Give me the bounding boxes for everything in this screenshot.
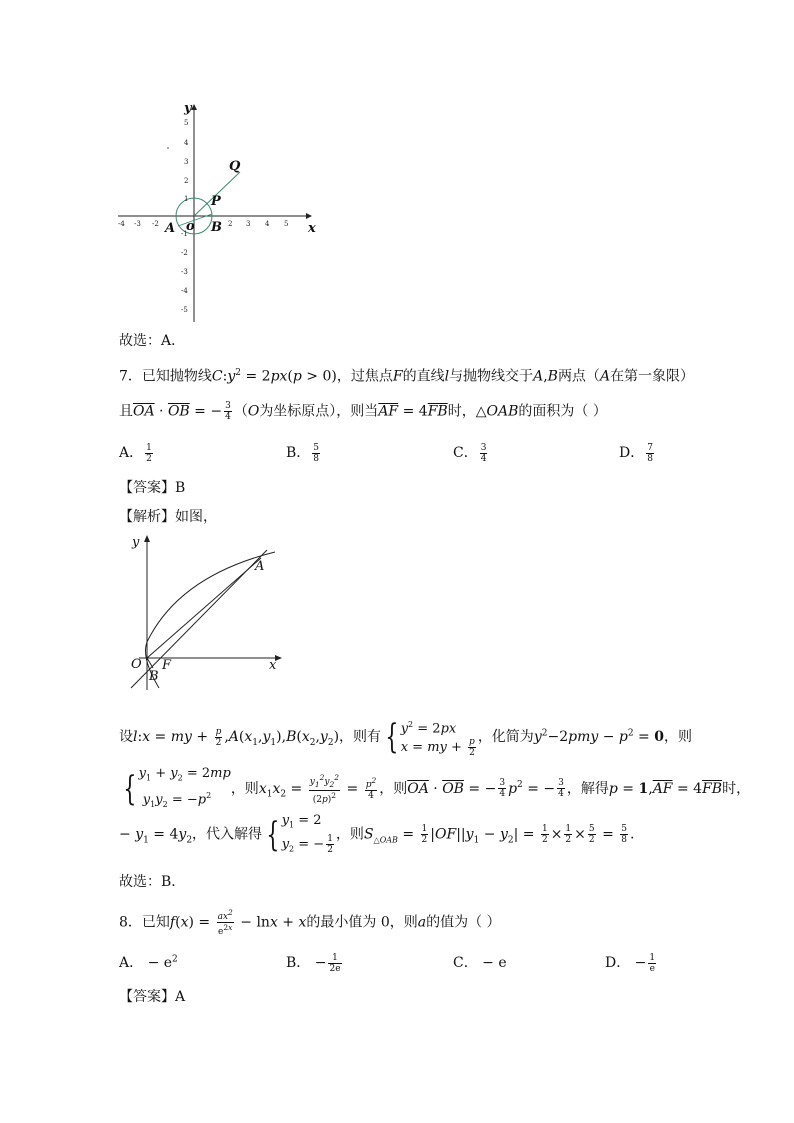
q6-answer-line: 故选：A． — [119, 333, 186, 349]
y-tick: -3 — [181, 268, 188, 276]
point-label-b: B — [211, 220, 222, 235]
point-label-p: P — [211, 194, 221, 209]
q7-stem-line2: 且$\overline{OA} \cdot \overline{OB}$ = − $\frac{3}{4}$ （O为坐标原点），则当$\overline{AF} = 4\overline{FB}$时，△OAB的面积为（ ） — [119, 401, 607, 422]
y-axis-label: y — [132, 535, 140, 550]
y-tick: 5 — [184, 119, 189, 127]
q7-solution-line3: − $y_1 = 4y_2$，代入解得 { $y_1 = 2$ $y_2$ = − $\frac{1}{2}$ ，则$S_{\triangle OAB}$ = $\frac{1}{2}$ $|OF||y_1 - y_2|$ = $\frac{1}{2}$ × $\frac{1}{2}$ × $\frac{5}{2}$ = $\frac{5}{8}$ . — [119, 813, 635, 855]
point-label-o: O — [131, 657, 142, 672]
q7-stem-line1: 7．已知抛物线$C:y^2 = 2px(p > 0)$，过焦点F的直线l与抛物线交于A,B两点（A在第一象限） — [119, 368, 695, 385]
figure-coordinate-circle — [116, 100, 326, 325]
point-label-b: B — [149, 669, 159, 684]
y-tick: -2 — [181, 249, 188, 257]
y-tick: 3 — [184, 158, 189, 166]
q7-answer: 【答案】B — [119, 480, 186, 496]
point-label-o: o — [186, 219, 195, 234]
y-tick: 4 — [184, 139, 189, 147]
q7-final: 故选：B． — [119, 874, 186, 890]
q8-option-b[interactable]: B． − $\frac{1}{2e}$ — [286, 952, 341, 974]
q8-option-d[interactable]: D． − $\frac{1}{e}$ — [605, 952, 656, 974]
point-label-f: F — [162, 658, 172, 673]
point-label-a: A — [165, 221, 176, 236]
q7-option-d[interactable]: D． $\frac{7}{8}$ — [619, 442, 653, 464]
point-label-a: A — [255, 559, 265, 574]
point-label-q: Q — [229, 159, 241, 174]
q7-option-c[interactable]: C． $\frac{3}{4}$ — [453, 442, 487, 464]
x-tick: 4 — [265, 220, 270, 228]
y-tick: -5 — [181, 306, 188, 314]
y-tick: -1 — [181, 230, 188, 238]
x-axis-label: x — [269, 658, 277, 673]
x-axis-label: x — [308, 221, 316, 236]
q8-option-a[interactable]: A． − $e^2$ — [119, 954, 178, 971]
y-tick: -4 — [181, 287, 188, 295]
q8-stem: 8．已知f(x) = $\frac{ax^2}{e^{2x}}$ − lnx + x的最小值为 0，则a的值为（ ） — [119, 908, 501, 937]
x-tick: 3 — [246, 220, 251, 228]
x-tick: -2 — [152, 220, 159, 228]
figure-parabola — [119, 532, 289, 692]
q8-option-c[interactable]: C． − e — [453, 955, 507, 971]
q7-solution-line2: { $y_1 + y_2 = 2mp$ $y_1y_2 = -p^2$ ，则$x_1x_2$ = $\frac{y_1^2y_2^2}{(2p)^2}$ = $\frac{p^2}{4}$ ，则$\overline{OA} \cdot \overline{OB}$ = − $\frac{3}{4}$ $p^2$ = − $\frac{3}{4}$ ，解得$p = 1,\overline{AF} = 4\overline{FB}$时， — [123, 766, 751, 809]
q7-option-b[interactable]: B． $\frac{5}{8}$ — [286, 442, 320, 464]
x-tick: -4 — [118, 220, 125, 228]
q7-analysis-heading: 【解析】如图， — [119, 509, 217, 525]
x-tick: 5 — [284, 220, 289, 228]
y-tick: 2 — [184, 177, 189, 185]
x-tick: 2 — [228, 220, 233, 228]
y-tick: 1 — [184, 195, 189, 203]
q7-solution-line1: 设l:x = my + $\frac{p}{2}$ $,A(x_1,y_1),B(x_2,y_2)$，则有 { $y^2 = 2px$ x = my + $\frac{p}{2}$ ，化简为$y^2-2pmy - p^2 = 0$，则 — [119, 717, 692, 759]
y-axis-label: y — [184, 101, 192, 116]
q8-answer: 【答案】A — [119, 989, 186, 1005]
q7-option-a[interactable]: A． $\frac{1}{2}$ — [119, 442, 152, 464]
x-tick: -3 — [134, 220, 141, 228]
